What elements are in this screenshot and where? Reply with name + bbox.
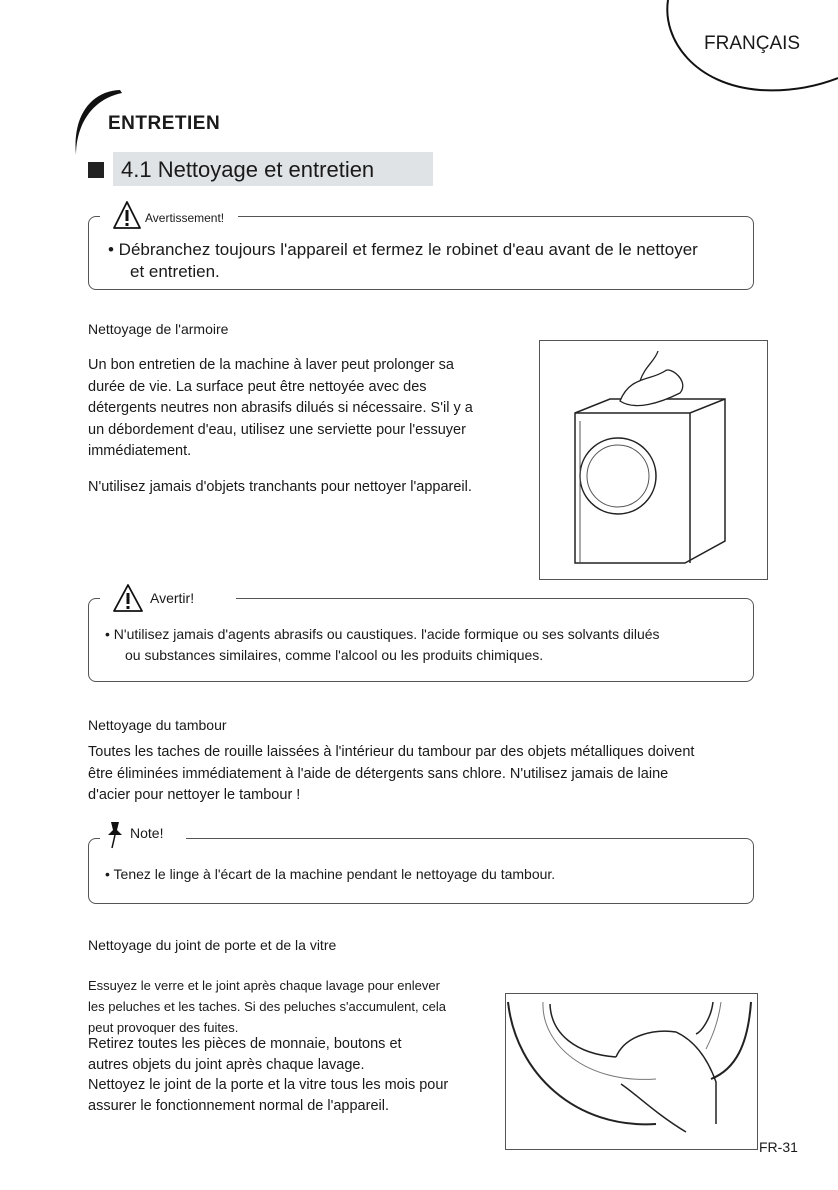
warning-text-line: • Débranchez toujours l'appareil et fermez le robinet d'eau avant de le nettoyer	[108, 240, 698, 259]
caution-text-line: ou substances similaires, comme l'alcool ou les produits chimiques.	[125, 647, 544, 663]
text-line: Toutes les taches de rouille laissées à l'intérieur du tambour par des objets métalliques doivent	[88, 744, 695, 760]
section-title-bar	[113, 152, 433, 186]
drum-paragraph	[88, 742, 694, 807]
caution-text-line: • N'utilisez jamais d'agents abrasifs ou caustiques. l'acide formique ou ses solvants dilués	[105, 626, 660, 642]
text-line: autres objets du joint après chaque lavage.	[88, 1056, 365, 1073]
text-line: Essuyez le verre et le joint après chaque lavage pour enlever	[88, 978, 440, 993]
pushpin-icon	[104, 820, 126, 850]
warning-text-line: et entretien.	[130, 262, 220, 281]
text-line: d'acier pour nettoyer le tambour !	[88, 787, 301, 803]
cabinet-note: N'utilisez jamais d'objets tranchants pour nettoyer l'appareil.	[88, 479, 472, 495]
text-line: détergents neutres non abrasifs dilués si nécessaire. S'il y a	[88, 400, 473, 416]
caution-label: Avertir!	[150, 590, 195, 606]
section-square-marker	[88, 162, 104, 178]
text-line: Retirez toutes les pièces de monnaie, boutons et	[88, 1036, 402, 1052]
text-line: peut provoquer des fuites.	[88, 1020, 239, 1035]
washer-wiping-illustration	[539, 340, 768, 580]
page-number: FR-31	[759, 1139, 798, 1155]
text-line: les peluches et les taches. Si des peluches s'accumulent, cela	[88, 999, 447, 1014]
note-text: • Tenez le linge à l'écart de la machine pendant le nettoyage du tambour.	[105, 866, 556, 882]
text-line: immédiatement.	[88, 443, 192, 459]
text-line: être éliminées immédiatement à l'aide de détergents sans chlore. N'utilisez jamais de laine	[88, 765, 669, 782]
text-line: Nettoyez le joint de la porte et la vitre tous les mois pour	[88, 1077, 449, 1093]
language-label: FRANÇAIS	[704, 33, 801, 54]
gasket-paragraph	[88, 1034, 448, 1116]
note-label: Note!	[130, 825, 164, 841]
text-line: un débordement d'eau, utilisez une serviette pour l'essuyer	[88, 421, 466, 438]
cabinet-paragraph	[88, 355, 473, 463]
text-line: durée de vie. La surface peut être nettoyée avec des	[88, 378, 427, 395]
gasket-heading: Nettoyage du joint de porte et de la vitre	[88, 937, 337, 953]
text-line: Un bon entretien de la machine à laver peut prolonger sa	[88, 357, 454, 373]
chapter-title: ENTRETIEN	[108, 113, 221, 134]
warning-triangle-icon	[112, 583, 144, 613]
cabinet-heading: Nettoyage de l'armoire	[88, 321, 229, 337]
drum-heading: Nettoyage du tambour	[88, 717, 227, 733]
text-line: assurer le fonctionnement normal de l'appareil.	[88, 1097, 389, 1114]
warning-label: Avertissement!	[145, 211, 225, 225]
section-title: 4.1 Nettoyage et entretien	[121, 157, 375, 182]
door-gasket-illustration	[505, 993, 758, 1150]
gasket-paragraph-small	[88, 975, 446, 1038]
warning-triangle-icon	[112, 200, 142, 230]
